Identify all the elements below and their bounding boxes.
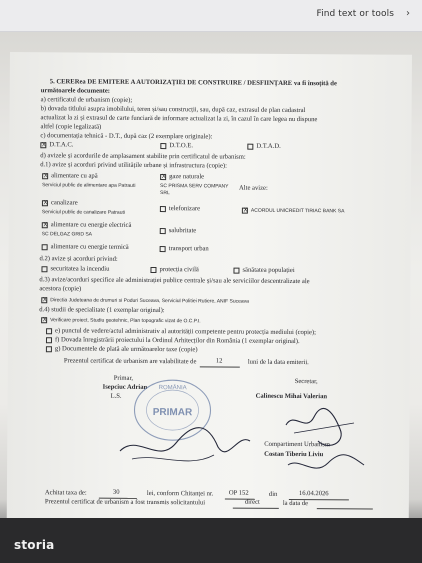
tax-label: Achitat taxa de: xyxy=(44,489,87,497)
label-dtoe: D.T.O.E. xyxy=(169,142,194,150)
item-e: e) punctul de vedere/actul administrativ al autorității competente pentru protecția mediului (copie); xyxy=(55,327,316,337)
label-apa: alimentare cu apă xyxy=(51,172,98,180)
item-b-line2: actualizat la zi și extrasul de carte funciară de informare actualizat la zi, în cazul în care legea nu dispune xyxy=(40,114,318,124)
note-apa: Serviciul public de alimentare apa Patrauti xyxy=(42,182,136,189)
label-dtac: D.T.A.C. xyxy=(49,141,74,149)
viewer-toolbar xyxy=(0,0,422,32)
tax-value: 30 xyxy=(112,488,120,496)
checkbox-gaze[interactable] xyxy=(160,174,166,180)
checkbox-dtad[interactable] xyxy=(247,144,253,150)
section-heading: 5. CERERea DE EMITERE A AUTORIZAȚIEI DE CONSTRUIRE / DESFIINȚARE va fi însoțită de xyxy=(49,78,337,88)
label-alte-avize: Alte avize: xyxy=(239,184,268,192)
checkbox-e[interactable] xyxy=(46,328,52,334)
checkbox-transport[interactable] xyxy=(160,246,166,252)
svg-text:PRIMAR: PRIMAR xyxy=(152,407,193,419)
checkbox-acord-bank[interactable] xyxy=(242,208,248,214)
label-salubritate: salubritate xyxy=(168,227,197,235)
primar-label: Primar, xyxy=(113,374,134,382)
compartiment-label: Compartiment Urbanism xyxy=(264,440,331,449)
secretar-label: Secretar, xyxy=(294,377,318,386)
receipt-date: 16.04.2026 xyxy=(298,490,329,498)
checkbox-incendiu[interactable] xyxy=(41,266,47,272)
item-g: g) Documentele de plată ale următoarelor taxe (copie) xyxy=(54,345,198,354)
checkbox-dtac[interactable] xyxy=(40,142,46,148)
item-f: f) Dovada înregistrării proiectului la Ordinul Arhitecților din România (1 exemplar original). xyxy=(54,336,300,346)
checkbox-energie[interactable] xyxy=(42,222,48,228)
item-d4: d.4) studii de specialitate (1 exemplar original): xyxy=(39,306,165,315)
label-sanatate: sănătatea populației xyxy=(242,266,295,274)
send-value: direct xyxy=(244,498,260,506)
checkbox-telefonizare[interactable] xyxy=(160,206,166,212)
secretar-name: Calinescu Mihai Valerian xyxy=(255,392,328,401)
label-dtad: D.T.A.D. xyxy=(256,142,281,150)
label-gaze: gaze naturale xyxy=(169,173,205,181)
receipt-din: din xyxy=(268,490,278,498)
checkbox-f[interactable] xyxy=(46,337,52,343)
find-text-button[interactable]: Find text or tools xyxy=(316,9,394,19)
receipt-number: OP 152 xyxy=(228,489,249,497)
item-a: a) certificatul de urbanism (copie); xyxy=(40,96,133,104)
send-underline xyxy=(233,508,279,509)
section-heading-cont: următoarele documente: xyxy=(40,87,111,95)
item-b-line1: b) dovada titlului asupra imobilului, teren și/sau construcții, sau, după caz, extrasul de plan cadastral xyxy=(40,105,306,115)
item-d: d) avizele și acordurile de amplasament stabilite prin certificatul de urbanism: xyxy=(40,152,246,161)
label-telefonizare: telefonizare xyxy=(168,205,201,213)
checkbox-salubritate[interactable] xyxy=(160,228,166,234)
checkbox-civila[interactable] xyxy=(150,267,156,273)
send-label: Prezentul certificat de urbanism a fost transmis solicitantului xyxy=(44,498,206,507)
checkbox-d3[interactable] xyxy=(41,297,47,303)
storia-logo: storia xyxy=(14,538,55,552)
note-acord-bank: ACORDUL UNICREDIT TIRIAC BANK SA xyxy=(250,207,345,215)
primar-name: Isepciuc Adrian xyxy=(102,383,148,391)
footer-bar xyxy=(0,518,422,563)
checkbox-sanatate[interactable] xyxy=(233,268,239,274)
item-c: c) documentația tehnică - D.T., după caz (2 exemplare originale): xyxy=(40,132,213,141)
validity-text: Prezentul certificat de urbanism are valabilitate de xyxy=(63,357,197,366)
label-termica: alimentare cu energie termică xyxy=(50,243,129,251)
svg-text:ROMÂNIA: ROMÂNIA xyxy=(158,385,187,392)
note-canalizare: Serviciul public de canalizare Patrauti xyxy=(41,209,126,216)
checkbox-canalizare[interactable] xyxy=(42,200,48,206)
label-civila: protecția civilă xyxy=(159,266,199,274)
handwritten-signatures xyxy=(118,403,378,483)
send-date-underline xyxy=(317,508,373,509)
item-d1: d.1) avize și acorduri privind utilitățile urbane și infrastructura (copie): xyxy=(40,161,227,170)
validity-post: luni de la data emiterii. xyxy=(247,358,309,367)
label-incendiu: securitatea la incendiu xyxy=(50,265,110,273)
item-d3-line2: acestora (copie) xyxy=(39,285,82,293)
note-d3: Directia Judeteana de drumuri si Poduri Suceava, Serviciul Politiei Rutiere, ANIF Suceava xyxy=(50,297,250,305)
checkbox-apa[interactable] xyxy=(42,173,48,179)
validity-value: 12 xyxy=(215,357,223,365)
item-b-line3: altfel (copie legalizată) xyxy=(40,123,102,131)
label-energie: alimentare cu energie electrică xyxy=(50,221,132,229)
item-d2: d.2) avize și acorduri privind: xyxy=(39,255,118,263)
chevron-right-icon[interactable]: › xyxy=(406,8,410,19)
send-date-label: la data de xyxy=(282,499,309,508)
checkbox-dtoe[interactable] xyxy=(160,143,166,149)
item-d3-line1: d.3) avize/acorduri specifice ale administrației publice centrale și/sau ale serviciilor descentralizate ale xyxy=(39,276,310,286)
note-gaze-1: SC PRISMA SERV COMPANY xyxy=(160,183,229,190)
checkbox-g[interactable] xyxy=(46,346,52,352)
note-d4: Verificare proiect, Studiu geotehnic, Plan topografic vizat de O.C.P.I. xyxy=(50,317,201,325)
validity-underline xyxy=(200,366,240,367)
note-gaze-2: SRL xyxy=(159,190,170,197)
label-transport: transport urban xyxy=(168,245,209,253)
ls-label: L.S. xyxy=(110,392,122,400)
document-photo xyxy=(0,32,422,563)
checkbox-termica[interactable] xyxy=(42,244,48,250)
tax-receipt-label: lei, conform Chitanței nr. xyxy=(146,489,214,498)
label-canalizare: canalizare xyxy=(50,199,78,207)
note-energie: SC DELGAZ GRID SA xyxy=(41,231,93,238)
checkbox-d4[interactable] xyxy=(41,317,47,323)
compartiment-name: Costan Tiberiu Liviu xyxy=(264,450,324,459)
